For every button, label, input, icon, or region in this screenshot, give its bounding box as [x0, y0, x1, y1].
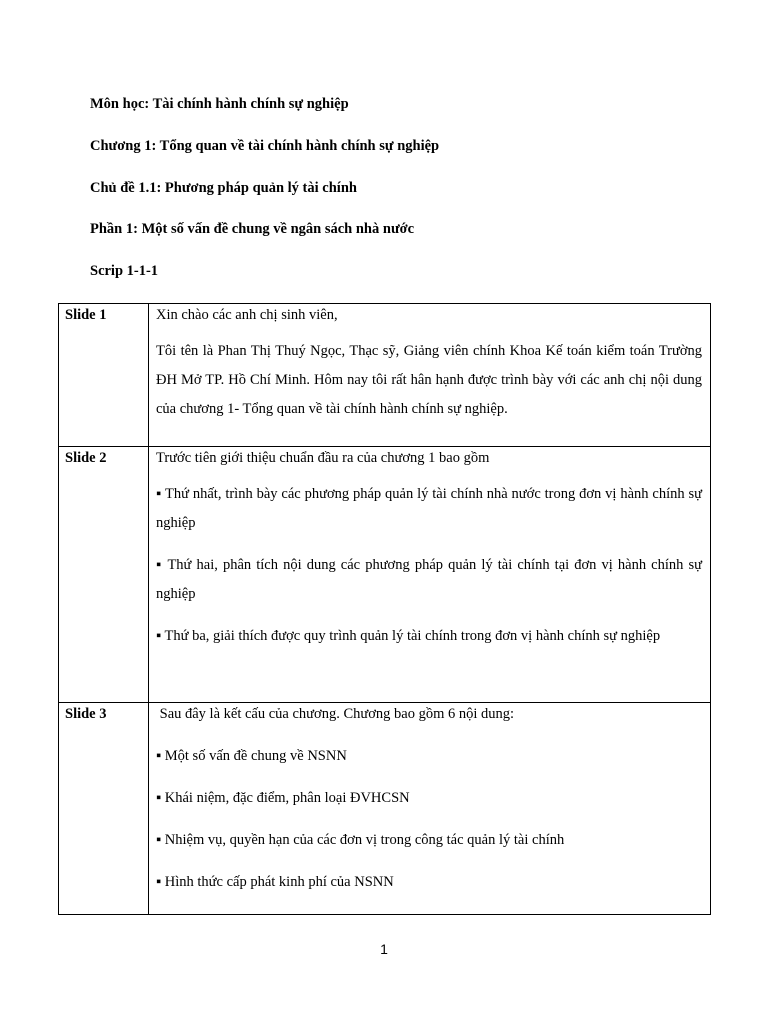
slide-content-cell	[149, 304, 711, 447]
slide-label-cell	[59, 703, 149, 915]
slide-label-cell	[59, 447, 149, 703]
bullet-item: ▪ Thứ nhất, trình bày các phương pháp quản lý tài chính nhà nước trong đơn vị hành chính sự nghiệp	[156, 486, 702, 531]
slide-intro: Tôi tên là Phan Thị Thuý Ngọc, Thạc sỹ, Giảng viên chính Khoa Kế toán kiểm toán Trường ĐH Mở TP. Hồ Chí Minh. Hôm nay tôi rất hân hạnh được trình bày với các anh chị nội dung của chương 1- Tổng quan về tài chính hành chính sự nghiệp.	[156, 343, 702, 417]
subject-heading: Môn học: Tài chính hành chính sự nghiệp	[90, 96, 349, 112]
bullet-item: ▪ Hình thức cấp phát kinh phí của NSNN	[156, 874, 394, 890]
page-number: 1	[380, 941, 388, 957]
script-heading: Scrip 1-1-1	[90, 263, 159, 279]
bullet-item: ▪ Khái niệm, đặc điểm, phân loại ĐVHCSN	[156, 790, 410, 806]
slide-greeting: Xin chào các anh chị sinh viên,	[156, 307, 338, 323]
part-heading: Phần 1: Một số vấn đề chung về ngân sách nhà nước	[90, 221, 415, 237]
topic-heading: Chủ đề 1.1: Phương pháp quản lý tài chính	[90, 180, 357, 196]
slide-label: Slide 1	[65, 307, 107, 323]
table-row	[59, 703, 711, 915]
slide-label: Slide 3	[65, 706, 107, 722]
bullet-item: ▪ Một số vấn đề chung về NSNN	[156, 748, 347, 764]
table-row	[59, 304, 711, 447]
slide-lead: Trước tiên giới thiệu chuẩn đầu ra của chương 1 bao gồm	[156, 450, 490, 466]
table-row	[59, 447, 711, 703]
slide-label-cell	[59, 304, 149, 447]
bullet-item: ▪ Thứ ba, giải thích được quy trình quản lý tài chính trong đơn vị hành chính sự nghiệp	[156, 628, 661, 644]
script-table	[58, 303, 711, 915]
slide-label: Slide 2	[65, 450, 107, 466]
bullet-item: ▪ Nhiệm vụ, quyền hạn của các đơn vị trong công tác quản lý tài chính	[156, 832, 565, 848]
slide-content-cell	[149, 447, 711, 703]
chapter-heading: Chương 1: Tổng quan về tài chính hành chính sự nghiệp	[90, 138, 440, 154]
bullet-item: ▪ Thứ hai, phân tích nội dung các phương pháp quản lý tài chính tại đơn vị hành chính sự nghiệp	[156, 557, 702, 602]
slide-lead: Sau đây là kết cấu của chương. Chương bao gồm 6 nội dung:	[156, 706, 515, 722]
slide-content-cell	[149, 703, 711, 915]
